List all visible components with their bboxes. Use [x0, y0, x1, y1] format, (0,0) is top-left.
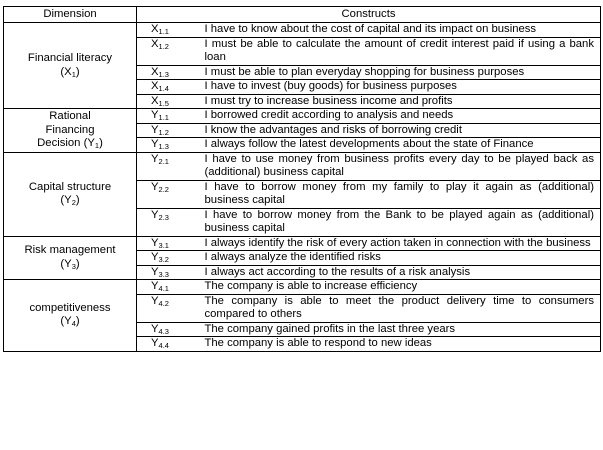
construct-code: [137, 109, 201, 124]
construct-code-sub: 1.3: [158, 142, 169, 151]
construct-code: [137, 322, 201, 337]
construct-code: [137, 138, 201, 153]
dimension-cell: [4, 109, 137, 153]
construct-code-letter: Y: [151, 180, 159, 193]
construct-code-letter: Y: [151, 152, 159, 165]
construct-code-sub: 4.4: [158, 341, 169, 350]
dimension-cell: [4, 280, 137, 352]
construct-code-sub: 1.3: [158, 69, 169, 79]
construct-code-letter: X: [151, 37, 159, 50]
construct-code-sub: 3.2: [158, 255, 169, 264]
construct-code: [137, 180, 201, 208]
construct-text: I must try to increase business income and profits: [201, 94, 601, 109]
construct-code-letter: X: [151, 94, 159, 107]
dimension-var: X: [64, 65, 72, 78]
construct-code-letter: Y: [151, 294, 159, 307]
construct-code-sub: 1.1: [158, 27, 169, 36]
construct-text: The company is able to respond to new ideas: [201, 337, 601, 352]
construct-text: I always follow the latest developments about the state of Finance: [201, 138, 601, 153]
construct-code-sub: 2.3: [158, 212, 169, 222]
table-row: [4, 152, 601, 180]
construct-text: I have to borrow money from my family to play it again as (additional) business capital: [201, 180, 601, 208]
dimension-var-line: $(X_1)$: [60, 65, 80, 79]
construct-code: [137, 37, 201, 65]
construct-code: [137, 236, 201, 251]
construct-text: I always analyze the identified risks: [201, 251, 601, 266]
dimension-var-sub: 2: [71, 198, 76, 207]
construct-code-sub: 3.3: [158, 269, 169, 279]
dimension-var-sub: 1: [94, 141, 100, 150]
construct-code-letter: Y: [151, 337, 159, 349]
dimension-label: Capital structure: [28, 180, 112, 193]
construct-code-sub: 1.4: [158, 84, 169, 93]
construct-text: The company is able to meet the product delivery time to consumers compared to others: [201, 294, 601, 322]
table-row: [4, 236, 601, 251]
dimension-header: Dimension: [4, 7, 137, 23]
construct-text: I have to invest (buy goods) for business purposes: [201, 80, 601, 95]
table-row: [4, 280, 601, 295]
construct-text: I have to know about the cost of capital and its impact on business: [201, 23, 601, 38]
construct-code: [137, 152, 201, 180]
constructs-header: Constructs: [137, 7, 601, 23]
construct-code-letter: Y: [151, 251, 159, 263]
construct-code: [137, 123, 201, 138]
construct-code-letter: X: [151, 23, 159, 35]
construct-text: The company gained profits in the last three years: [201, 322, 601, 337]
construct-code-sub: 2.2: [158, 184, 169, 194]
construct-code-letter: X: [151, 80, 159, 92]
dimension-var-line: $(Y_3)$: [60, 257, 80, 271]
dimension-var: Y: [87, 137, 95, 149]
dimension-var: Y: [64, 257, 72, 270]
dimension-var: Y: [64, 315, 72, 328]
construct-code-letter: Y: [151, 138, 159, 150]
construct-code: [137, 251, 201, 266]
dimension-cell: [4, 23, 137, 109]
construct-code-sub: 4.1: [158, 284, 169, 293]
construct-code-sub: 1.1: [158, 113, 169, 122]
construct-text: I always identify the risk of every action taken in connection with the business: [201, 236, 601, 251]
construct-code-letter: Y: [151, 109, 159, 121]
dimension-cell: [4, 236, 137, 280]
construct-code: [137, 294, 201, 322]
construct-code-sub: 1.2: [158, 127, 169, 137]
construct-text: I have to use money from business profits every day to be played back as (additional) business capital: [201, 152, 601, 180]
dimension-label: Financing: [45, 123, 95, 136]
construct-code: [137, 94, 201, 109]
construct-code-sub: 1.2: [158, 41, 169, 51]
construct-code: [137, 80, 201, 95]
dimension-label: Rational: [49, 110, 91, 122]
construct-text: I always act according to the results of a risk analysis: [201, 265, 601, 280]
construct-code-sub: 2.1: [158, 156, 169, 166]
construct-code-sub: 4.3: [158, 326, 169, 336]
construct-code: [137, 265, 201, 280]
dimension-label: Decision $(Y_1)$: [37, 137, 103, 150]
table-body: [4, 23, 601, 352]
dimension-var-line: $(Y_2)$: [60, 194, 80, 207]
construct-code: [137, 208, 201, 236]
construct-code-sub: 4.2: [158, 298, 169, 308]
dimension-cell: [4, 152, 137, 236]
construct-code: [137, 23, 201, 38]
construct-code: [137, 337, 201, 352]
construct-text: The company is able to increase efficiency: [201, 280, 601, 295]
table-row: [4, 109, 601, 124]
dimension-label: Financial literacy: [27, 52, 113, 64]
constructs-table: [3, 6, 601, 352]
construct-code: [137, 65, 201, 80]
construct-code-letter: Y: [151, 265, 159, 278]
dimension-var-line: $(Y_4)$: [60, 315, 80, 329]
construct-text: I must be able to plan everyday shopping for business purposes: [201, 65, 601, 80]
construct-text: I borrowed credit according to analysis and needs: [201, 109, 601, 124]
construct-code-letter: Y: [151, 322, 159, 335]
construct-text: I have to borrow money from the Bank to be played again as (additional) business capital: [201, 208, 601, 236]
dimension-var-sub: 4: [71, 319, 76, 329]
dimension-label: competitiveness: [29, 301, 111, 314]
dimension-var-sub: 3: [71, 261, 76, 271]
construct-code-letter: Y: [151, 123, 159, 136]
construct-code-letter: X: [151, 65, 159, 78]
dimension-label: Risk management: [24, 244, 116, 257]
construct-code: [137, 280, 201, 295]
table-row: [4, 23, 601, 38]
construct-code-letter: Y: [151, 236, 159, 249]
construct-text: I know the advantages and risks of borrowing credit: [201, 123, 601, 138]
construct-code-letter: Y: [151, 280, 159, 292]
construct-code-sub: 3.1: [158, 240, 169, 250]
construct-code-sub: 1.5: [158, 98, 169, 108]
table-header-row: [4, 7, 601, 23]
dimension-var-sub: 1: [71, 69, 76, 79]
dimension-var: Y: [64, 194, 72, 206]
construct-text: I must be able to calculate the amount of credit interest paid if using a bank loan: [201, 37, 601, 65]
construct-code-letter: Y: [151, 208, 159, 221]
